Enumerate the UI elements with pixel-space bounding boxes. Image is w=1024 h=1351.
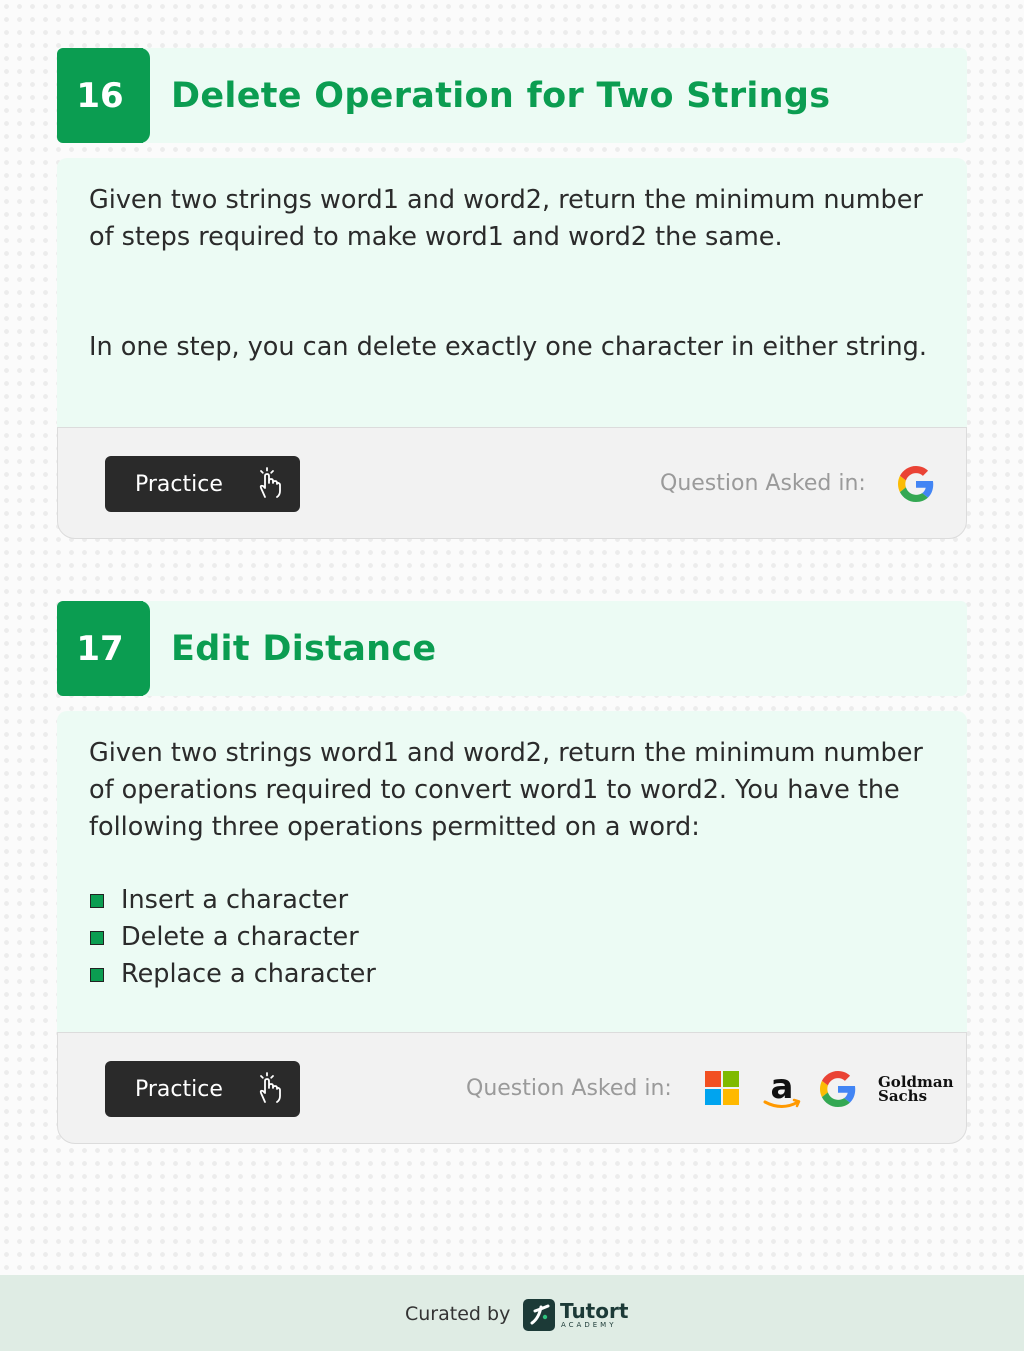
pointer-hand-icon (256, 467, 282, 499)
operations-list (89, 882, 376, 993)
brand-subtitle: ACADEMY (561, 1321, 617, 1329)
question-description: In one step, you can delete exactly one character in either string. (89, 332, 927, 362)
question-body (57, 711, 967, 1033)
curated-by-label: Curated by (405, 1303, 511, 1325)
question-description: Given two strings word1 and word2, return the minimum number of operations required to convert word1 to word2. You have the following three operations permitted on a word: (89, 738, 923, 842)
practice-label: Practice (135, 1076, 223, 1102)
question-description: Given two strings word1 and word2, return the minimum number of steps required to make word1 and word2 the same. (89, 185, 923, 252)
goldman-sachs-logo: Goldman Sachs (878, 1073, 954, 1105)
list-item: Replace a character (89, 956, 376, 993)
tutort-logo-icon (523, 1299, 555, 1331)
list-item: Insert a character (89, 882, 376, 919)
question-header (57, 601, 967, 696)
question-footer (57, 427, 967, 539)
question-title: Delete Operation for Two Strings (171, 75, 831, 116)
practice-button[interactable] (105, 1061, 300, 1117)
question-body (57, 158, 967, 428)
svg-text:a: a (770, 1069, 794, 1107)
footer-band (0, 1275, 1024, 1351)
question-footer (57, 1032, 967, 1144)
question-number: 16 (57, 48, 143, 143)
question-asked-label: Question Asked in: (660, 470, 866, 496)
google-logo (820, 1071, 856, 1107)
question-title: Edit Distance (171, 628, 437, 669)
question-number: 17 (57, 601, 143, 696)
question-header (57, 48, 967, 143)
question-asked-label: Question Asked in: (466, 1075, 672, 1101)
google-logo (898, 466, 934, 502)
pointer-hand-icon (256, 1072, 282, 1104)
microsoft-logo (705, 1071, 739, 1105)
practice-label: Practice (135, 471, 223, 497)
brand-name: Tutort (560, 1299, 629, 1323)
practice-button[interactable] (105, 456, 300, 512)
amazon-logo (761, 1069, 803, 1113)
list-item: Delete a character (89, 919, 376, 956)
